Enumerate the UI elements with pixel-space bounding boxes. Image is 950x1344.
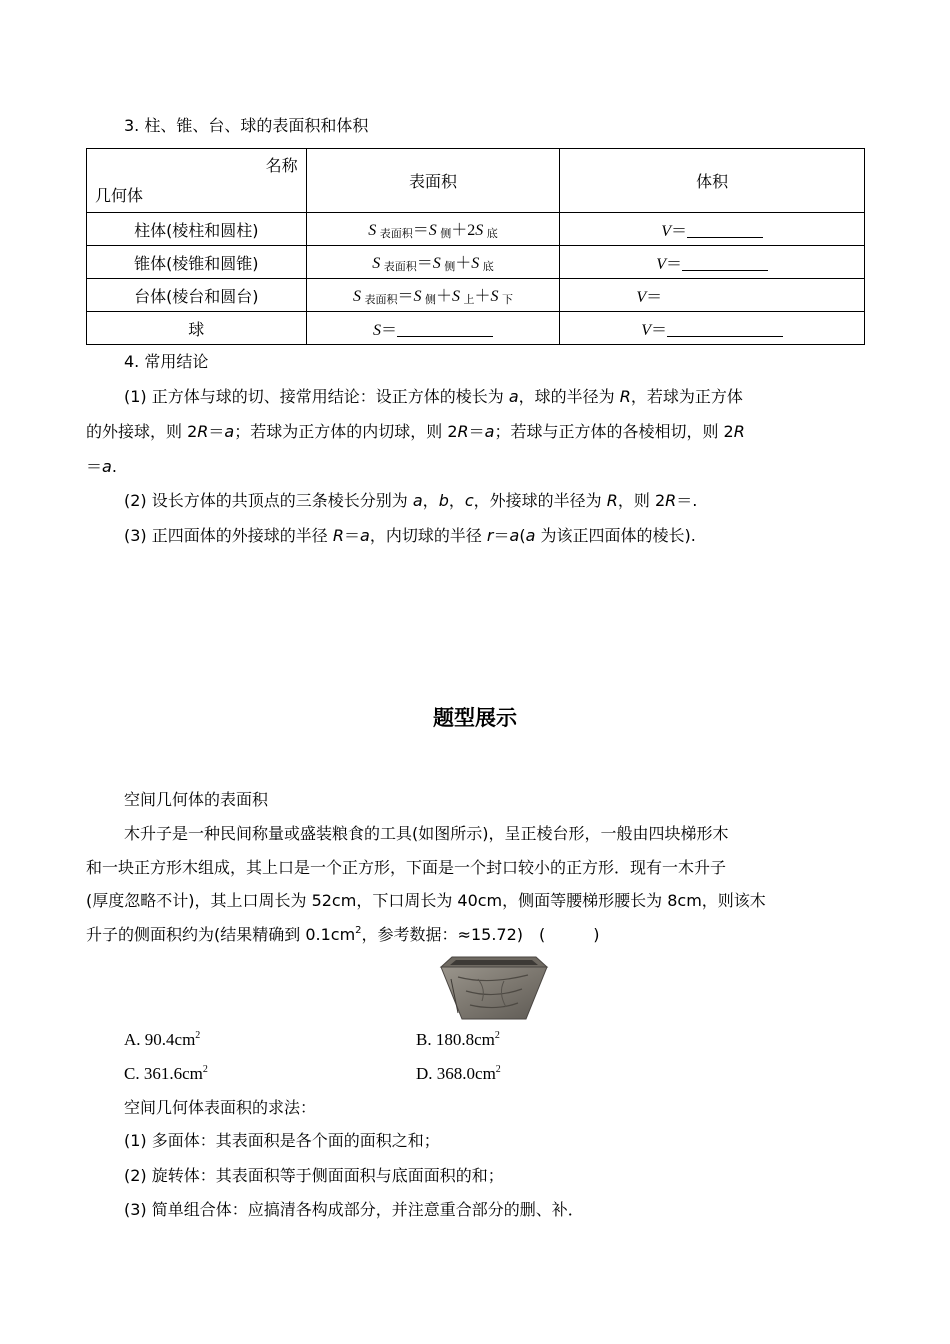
- method-title: 空间几何体表面积的求法：: [124, 1098, 317, 1117]
- problem-line-4: 升子的侧面积约为(结果精确到 $0.1cm^2$，参考数据：≈15.72) ( ): [86, 925, 600, 944]
- header-solid-label: 几何体: [95, 186, 144, 205]
- row-sphere-volume: V＝: [560, 312, 865, 345]
- conclusion-1-line-2: 的外接球，则 2R＝a；若球为正方体的内切球，则 2R＝a；若球与正方体的各棱相切，则 2R: [86, 422, 745, 441]
- section-3-heading: 3. 柱、锥、台、球的表面积和体积: [124, 116, 369, 135]
- section-title: 题型展示: [433, 706, 517, 730]
- method-item-1: (1) 多面体：其表面积是各个面的面积之和；: [124, 1131, 440, 1150]
- header-name-label: 名称: [265, 156, 298, 175]
- table-row: [87, 312, 865, 345]
- row-frustum-surface: S $_{表面积}$＝S $_侧$＋S $_上$＋S $_下$: [306, 279, 560, 312]
- row-prism-name: 柱体(棱柱和圆柱): [87, 213, 307, 246]
- conclusion-1-line-3: ＝a.: [86, 457, 117, 476]
- row-frustum-name: 台体(棱台和圆台): [87, 279, 307, 312]
- option-a[interactable]: A. $90.4cm^2$: [124, 1030, 201, 1049]
- table-row: [87, 246, 865, 279]
- wooden-measure-image: [438, 955, 550, 1021]
- method-item-3: (3) 简单组合体：应搞清各构成部分，并注意重合部分的删、补．: [124, 1200, 584, 1219]
- problem-line-2: 和一块正方形木组成，其上口是一个正方形，下面是一个封口较小的正方形．现有一木升子: [86, 858, 727, 877]
- table-row: [87, 213, 865, 246]
- conclusion-3: (3) 正四面体的外接球的半径 R＝a，内切球的半径 r＝a(a 为该正四面体的棱长).: [124, 526, 696, 545]
- header-surface-area: 表面积: [306, 149, 560, 213]
- row-prism-volume: V＝: [560, 213, 865, 246]
- section-4-heading: 4. 常用结论: [124, 352, 209, 371]
- header-volume: 体积: [560, 149, 865, 213]
- formula-table: [86, 148, 865, 345]
- problem-topic: 空间几何体的表面积: [124, 790, 269, 809]
- option-d[interactable]: D. $368.0cm^2$: [416, 1064, 501, 1083]
- row-prism-surface: S $_{表面积}$＝S $_侧$＋2S $_底$: [306, 213, 560, 246]
- table-row: [87, 279, 865, 312]
- row-pyramid-name: 锥体(棱锥和圆锥): [87, 246, 307, 279]
- row-frustum-volume: V＝: [560, 279, 865, 312]
- row-pyramid-volume: V＝: [560, 246, 865, 279]
- row-sphere-name: 球: [87, 312, 307, 345]
- option-b[interactable]: B. $180.8cm^2$: [416, 1030, 500, 1049]
- conclusion-1-line-1: (1) 正方体与球的切、接常用结论：设正方体的棱长为 a，球的半径为 R，若球为正方体: [124, 387, 743, 406]
- problem-line-3: (厚度忽略不计)，其上口周长为 52cm，下口周长为 40cm，侧面等腰梯形腰长为 8cm，则该木: [86, 891, 766, 910]
- row-sphere-surface: S＝: [306, 312, 560, 345]
- table-diagonal-header: [87, 149, 307, 213]
- option-c[interactable]: C. $361.6cm^2$: [124, 1064, 208, 1083]
- row-pyramid-surface: S $_{表面积}$＝S $_侧$＋S $_底$: [306, 246, 560, 279]
- method-item-2: (2) 旋转体：其表面积等于侧面面积与底面面积的和；: [124, 1166, 504, 1185]
- problem-line-1: 木升子是一种民间称量或盛装粮食的工具(如图所示)，呈正棱台形，一般由四块梯形木: [124, 824, 729, 843]
- conclusion-2: (2) 设长方体的共顶点的三条棱长分别为 a，b，c，外接球的半径为 R，则 2R＝.: [124, 491, 698, 510]
